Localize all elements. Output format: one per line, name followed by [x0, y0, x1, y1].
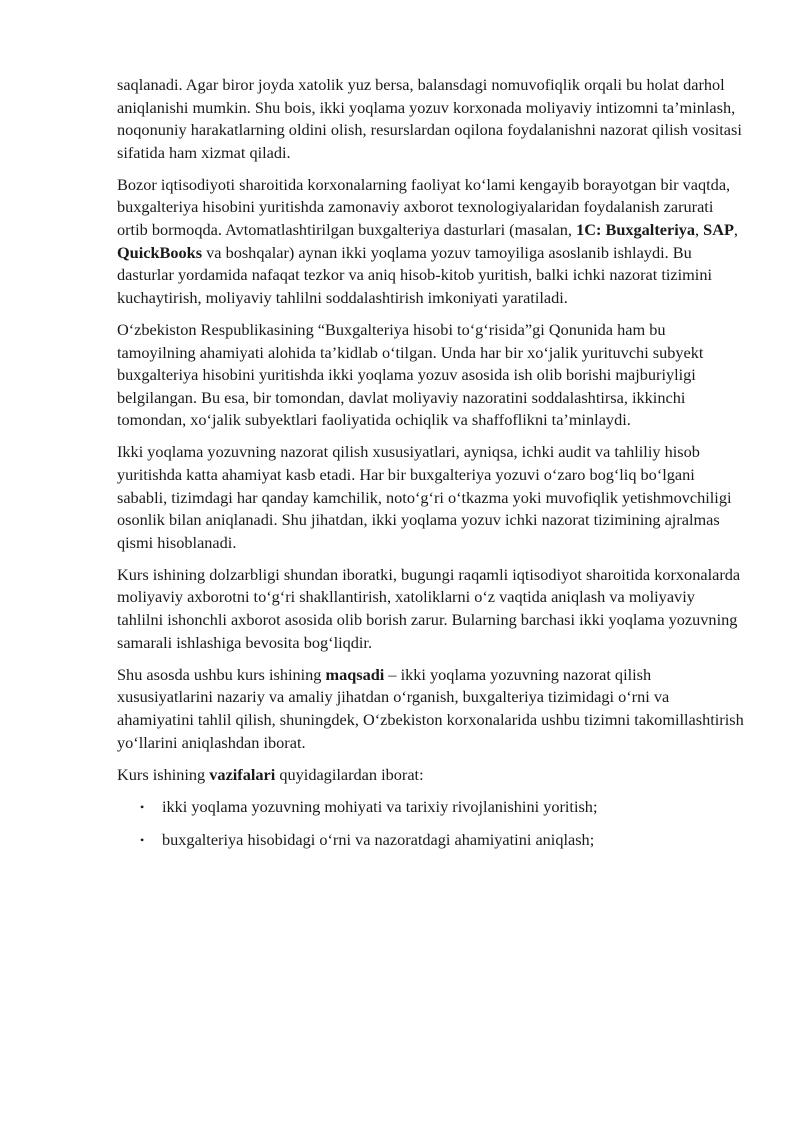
list-item-text: ikki yoqlama yozuvning mohiyati va tarixiy rivojlanishini yoritish;: [162, 796, 598, 816]
list-item: [117, 796, 745, 819]
paragraph-text: – ikki yoqlama yozuvning nazorat qilish xususiyatlarini nazariy va amaliy jihatdan o‘rganish, buxgalteriya tizimidagi o‘rni va ahamiyatini tahlil qilish, shuningdek, O‘zbekiston korxonalarida ushbu tizimni takomillashtirish yo‘llarini aniqlashdan iborat.: [117, 664, 744, 752]
paragraph-text: Ikki yoqlama yozuvning nazorat qilish xususiyatlari, ayniqsa, ichki audit va tahliliy hisob yuritishda katta ahamiyat kasb etadi. Har bir buxgalteriya yozuvi o‘zaro bog‘liq bo‘lgani sababli, tizimdagi har qanday kamchilik, noto‘g‘ri o‘tkazma yoki muvofiqlik yetishmovchiligi osonlik bilan aniqlanadi. Shu jihatdan, ikki yoqlama yozuv ichki nazorat tizimining ajralmas qismi hisoblanadi.: [117, 442, 732, 552]
document-page: [117, 74, 745, 863]
body-text: [117, 74, 745, 786]
list-item: [117, 829, 745, 852]
paragraph-text: saqlanadi. Agar biror joyda xatolik yuz bersa, balansdagi nomuvofiqlik orqali bu holat darhol aniqlanishi mumkin. Shu bois, ikki yoqlama yozuv korxonada moliyaviy intizomni ta’minlash, noqonuniy harakatlarning oldini olish, resurslardan oqilona foydalanishni nazorat qilish vositasi sifatida ham xizmat qiladi.: [117, 75, 742, 162]
bullet-icon: •: [140, 833, 145, 848]
bullet-icon: •: [140, 799, 145, 814]
bold-term: QuickBooks: [117, 242, 203, 262]
paragraph-text: ,: [695, 220, 704, 240]
paragraph-text: Kurs ishining dolzarbligi shundan iboratki, bugungi raqamli iqtisodiyot sharoitida korxonalarda moliyaviy axborotni to‘g‘ri shakllantirish, xatoliklarni o‘z vaqtida aniqlash va moliyaviy tahlilni ishonchli axborot asosida olib borish zarur. Bularning barchasi ikki yoqlama yozuvning samarali ishlashiga bevosita bog‘liqdir.: [117, 564, 741, 652]
paragraph-text: ,: [733, 220, 738, 240]
task-list: [117, 796, 745, 852]
paragraph-text: Kurs ishining: [117, 764, 210, 784]
paragraph: [117, 764, 745, 787]
bold-term: maqsadi: [325, 664, 385, 684]
paragraph-text: O‘zbekiston Respublikasining “Buxgalteriya hisobi to‘g‘risida”gi Qonunida ham bu tamoyilning ahamiyati alohida ta’kidlab o‘tilgan. Unda har bir xo‘jalik yurituvchi subyekt buxgalteriya hisobini yuritishda ikki yoqlama yozuv asosida ish olib borishi majburiyligi belgilangan. Bu esa, bir tomondan, davlat moliyaviy nazoratini soddalashtirsa, ikkinchi tomondan, xo‘jalik subyektlari faoliyatida ochiqlik va shaffoflikni ta’minlaydi.: [117, 319, 704, 430]
paragraph-text: va boshqalar) aynan ikki yoqlama yozuv tamoyiliga asoslanib ishlaydi. Bu dasturlar yordamida nafaqat tezkor va aniq hisob-kitob yuritish, balki ichki nazorat tizimini kuchaytirish, moliyaviy tahlilni soddalashtirish imkoniyati yaratiladi.: [117, 242, 712, 307]
list-item-text: buxgalteriya hisobidagi o‘rni va nazoratdagi ahamiyatini aniqlash;: [162, 830, 595, 850]
bold-term: vazifalari: [209, 764, 276, 784]
bold-term: SAP: [703, 220, 734, 240]
paragraph-text: quyidagilardan iborat:: [275, 764, 424, 784]
paragraph-text: Bozor iqtisodiyoti sharoitida korxonalarning faoliyat ko‘lami kengayib borayotgan bir vaqtda, buxgalteriya hisobini yuritishda zamonaviy axborot texnologiyalaridan foydalanish zarurati ortib bormoqda. Avtomatlashtirilgan buxgalteriya dasturlari (masalan,: [117, 174, 731, 240]
paragraph: [117, 564, 745, 654]
paragraph: [117, 174, 745, 310]
paragraph: [117, 664, 745, 754]
paragraph: [117, 441, 745, 554]
paragraph: [117, 74, 745, 164]
paragraph: [117, 319, 745, 432]
paragraph-text: Shu asosda ushbu kurs ishining: [117, 664, 326, 684]
bold-term: 1C: Buxgalteriya: [576, 220, 696, 240]
